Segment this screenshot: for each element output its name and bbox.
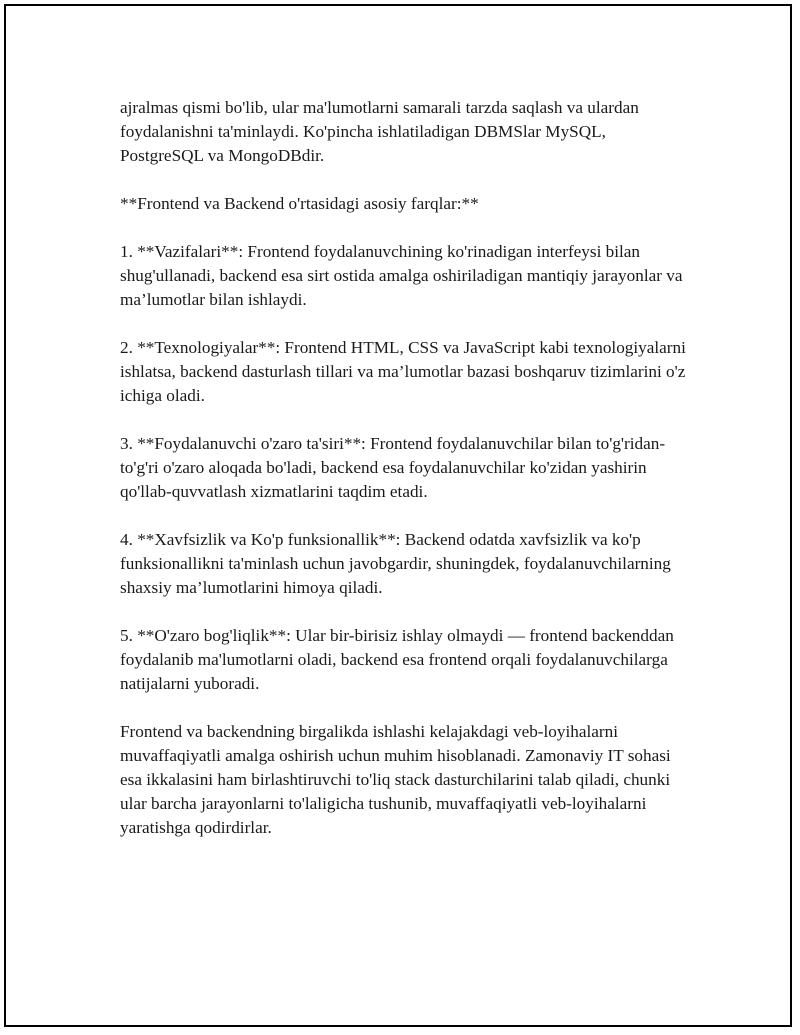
list-item-5: 5. **O'zaro bog'liqlik**: Ular bir-birisiz ishlay olmaydi — frontend backenddan foydalanib ma'lumotlarni oladi, backend esa frontend orqali foydalanuvchilarga natijalarni yuboradi.: [120, 626, 674, 693]
list-item-1: 1. **Vazifalari**: Frontend foydalanuvchining ko'rinadigan interfeysi bilan shug'ullanadi, backend esa sirt ostida amalga oshiriladigan mantiqiy jarayonlar va ma’lumotlar bilan ishlaydi.: [120, 242, 683, 309]
document-page: [4, 4, 792, 1027]
list-item-4: 4. **Xavfsizlik va Ko'p funksionallik**: Backend odatda xavfsizlik va ko'p funksionallikni ta'minlash uchun javobgardir, shuningdek, foydalanuvchilarning shaxsiy ma’lumotlarini himoya qiladi.: [120, 530, 671, 597]
list-item-2: 2. **Texnologiyalar**: Frontend HTML, CSS va JavaScript kabi texnologiyalarni ishlatsa, backend dasturlash tillari va ma’lumotlar bazasi boshqaruv tizimlarini o'z ichiga oladi.: [120, 338, 686, 405]
section-heading: **Frontend va Backend o'rtasidagi asosiy farqlar:**: [120, 194, 479, 213]
paragraph-intro: ajralmas qismi bo'lib, ular ma'lumotlarni samarali tarzda saqlash va ulardan foydalanishni ta'minlaydi. Ko'pincha ishlatiladigan DBMSlar MySQL, PostgreSQL va MongoDBdir.: [120, 98, 639, 165]
paragraph-conclusion: Frontend va backendning birgalikda ishlashi kelajakdagi veb-loyihalarni muvaffaqiyatli amalga oshirish uchun muhim hisoblanadi. Zamonaviy IT sohasi esa ikkalasini ham birlashtiruvchi to'liq stack dasturchilarini talab qiladi, chunki ular barcha jarayonlarni to'laligicha tushunib, muvaffaqiyatli veb-loyihalarni yaratishga qodirdirlar.: [120, 722, 671, 837]
document-body: [120, 96, 690, 864]
list-item-3: 3. **Foydalanuvchi o'zaro ta'siri**: Frontend foydalanuvchilar bilan to'g'ridan-to'g'ri o'zaro aloqada bo'ladi, backend esa foydalanuvchilar ko'zidan yashirin qo'llab-quvvatlash xizmatlarini taqdim etadi.: [120, 434, 666, 501]
